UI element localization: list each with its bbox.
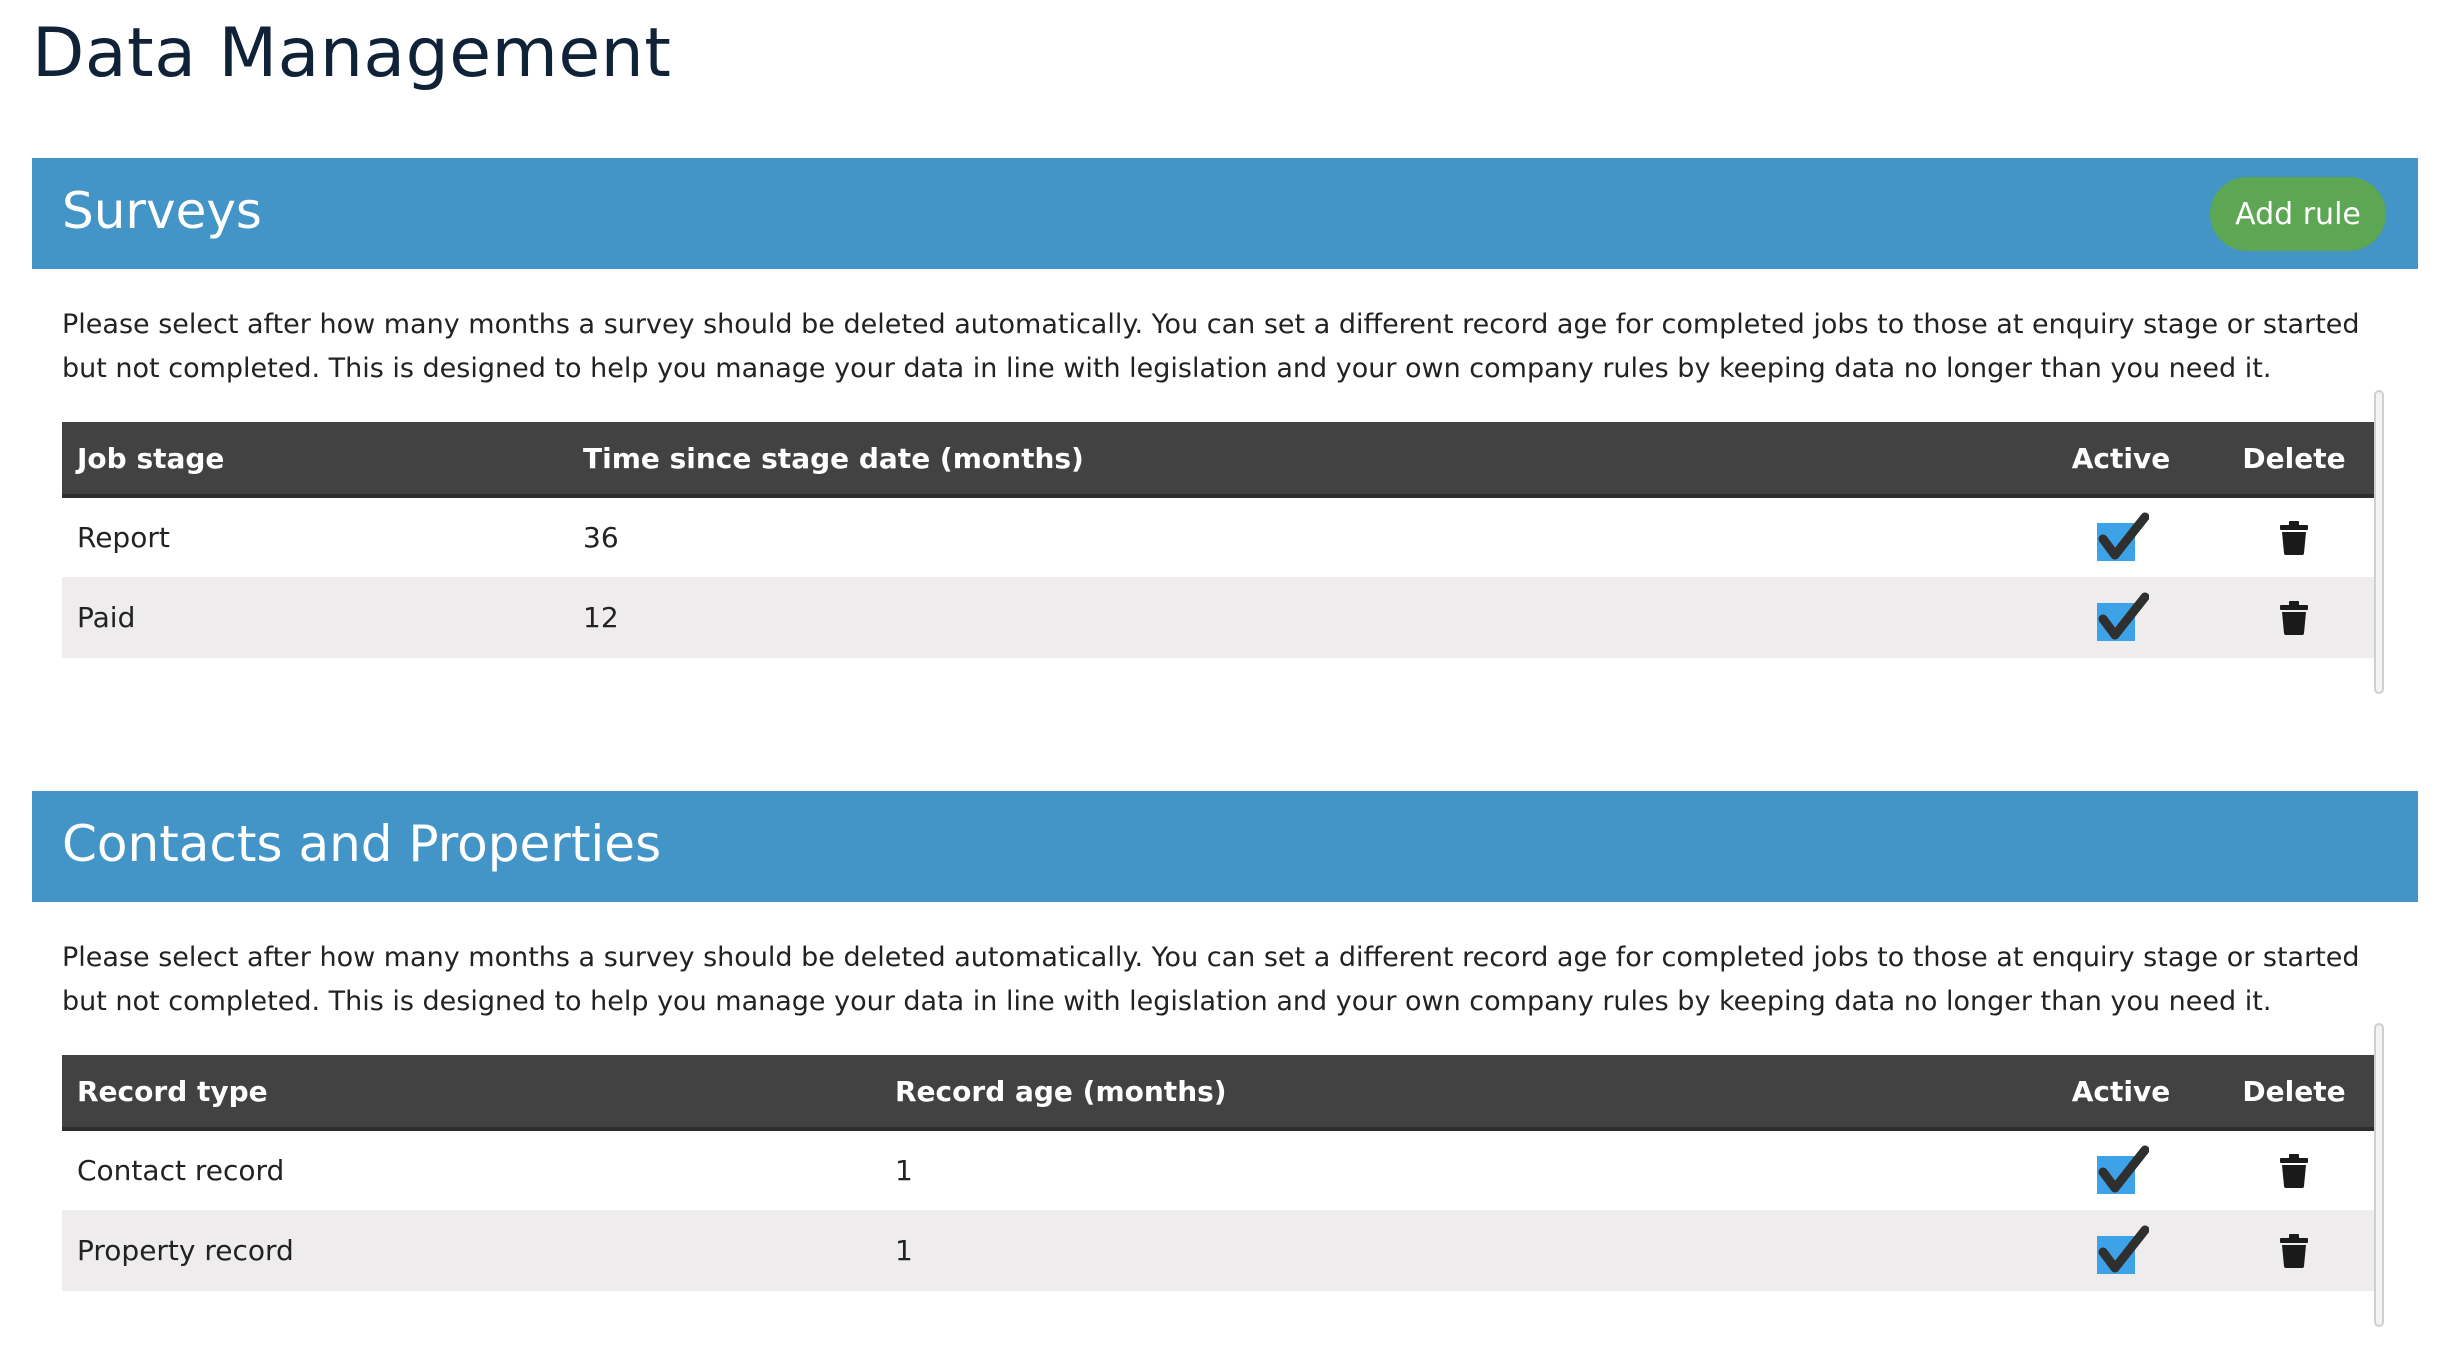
job-stage-cell: Paid	[77, 601, 136, 634]
table-row	[62, 1210, 2374, 1291]
checkbox-checked-icon	[2097, 591, 2149, 643]
checkbox-checked-icon	[2097, 511, 2149, 563]
checkbox-checked-icon	[2097, 1144, 2149, 1196]
surveys-section-header	[32, 158, 2418, 269]
contacts-description: Please select after how many months a survey should be deleted automatically. You can set a different record age for completed jobs to those at enquiry stage or started but not completed. This is designed to help you manage your data in line with legislation and your own company rules by keeping data no longer than you need it.	[62, 942, 2360, 1017]
trash-icon[interactable]	[2279, 521, 2309, 555]
delete-cell	[2214, 496, 2374, 577]
contacts-scrollbar[interactable]	[2374, 1023, 2384, 1327]
record-type-cell: Property record	[77, 1234, 294, 1267]
job-stage-cell: Report	[77, 521, 170, 554]
active-cell	[2028, 496, 2214, 577]
trash-icon[interactable]	[2279, 1234, 2309, 1268]
active-cell	[2028, 1210, 2214, 1291]
delete-cell	[2214, 1210, 2374, 1291]
active-checkbox[interactable]	[2097, 1230, 2145, 1272]
trash-icon[interactable]	[2279, 1154, 2309, 1188]
months-value[interactable]: 1	[895, 1154, 913, 1187]
contacts-section-header	[32, 791, 2418, 902]
page-title: Data Management	[32, 14, 672, 93]
active-cell	[2028, 577, 2214, 658]
column-header-active: Active	[2028, 1055, 2214, 1129]
surveys-section-title: Surveys	[62, 182, 262, 240]
active-checkbox[interactable]	[2097, 1150, 2145, 1192]
active-checkbox[interactable]	[2097, 517, 2145, 559]
trash-icon[interactable]	[2279, 601, 2309, 635]
table-header-row	[62, 1055, 2374, 1129]
table-row	[62, 1129, 2374, 1210]
contacts-table-container	[62, 1055, 2374, 1291]
contacts-rules-table	[62, 1055, 2374, 1291]
column-header-record-type: Record type	[62, 1055, 880, 1129]
surveys-description: Please select after how many months a survey should be deleted automatically. You can set a different record age for completed jobs to those at enquiry stage or started but not completed. This is designed to help you manage your data in line with legislation and your own company rules by keeping data no longer than you need it.	[62, 309, 2360, 384]
contacts-section-title: Contacts and Properties	[62, 815, 662, 873]
surveys-section	[32, 158, 2418, 634]
checkbox-checked-icon	[2097, 1224, 2149, 1276]
months-value[interactable]: 12	[583, 601, 619, 634]
delete-cell	[2214, 577, 2374, 658]
months-value[interactable]: 1	[895, 1234, 913, 1267]
column-header-job-stage: Job stage	[62, 422, 568, 496]
add-rule-button[interactable]: Add rule	[2210, 177, 2386, 251]
column-header-delete: Delete	[2214, 1055, 2374, 1129]
column-header-record-age: Record age (months)	[880, 1055, 2028, 1129]
surveys-table-container	[62, 422, 2374, 658]
surveys-scrollbar[interactable]	[2374, 390, 2384, 694]
record-type-cell: Contact record	[77, 1154, 285, 1187]
active-checkbox[interactable]	[2097, 597, 2145, 639]
table-row	[62, 496, 2374, 577]
column-header-time-since-stage: Time since stage date (months)	[568, 422, 2028, 496]
table-header-row	[62, 422, 2374, 496]
surveys-rules-table	[62, 422, 2374, 658]
delete-cell	[2214, 1129, 2374, 1210]
active-cell	[2028, 1129, 2214, 1210]
table-row	[62, 577, 2374, 658]
column-header-active: Active	[2028, 422, 2214, 496]
months-value[interactable]: 36	[583, 521, 619, 554]
column-header-delete: Delete	[2214, 422, 2374, 496]
contacts-section	[32, 791, 2418, 1267]
